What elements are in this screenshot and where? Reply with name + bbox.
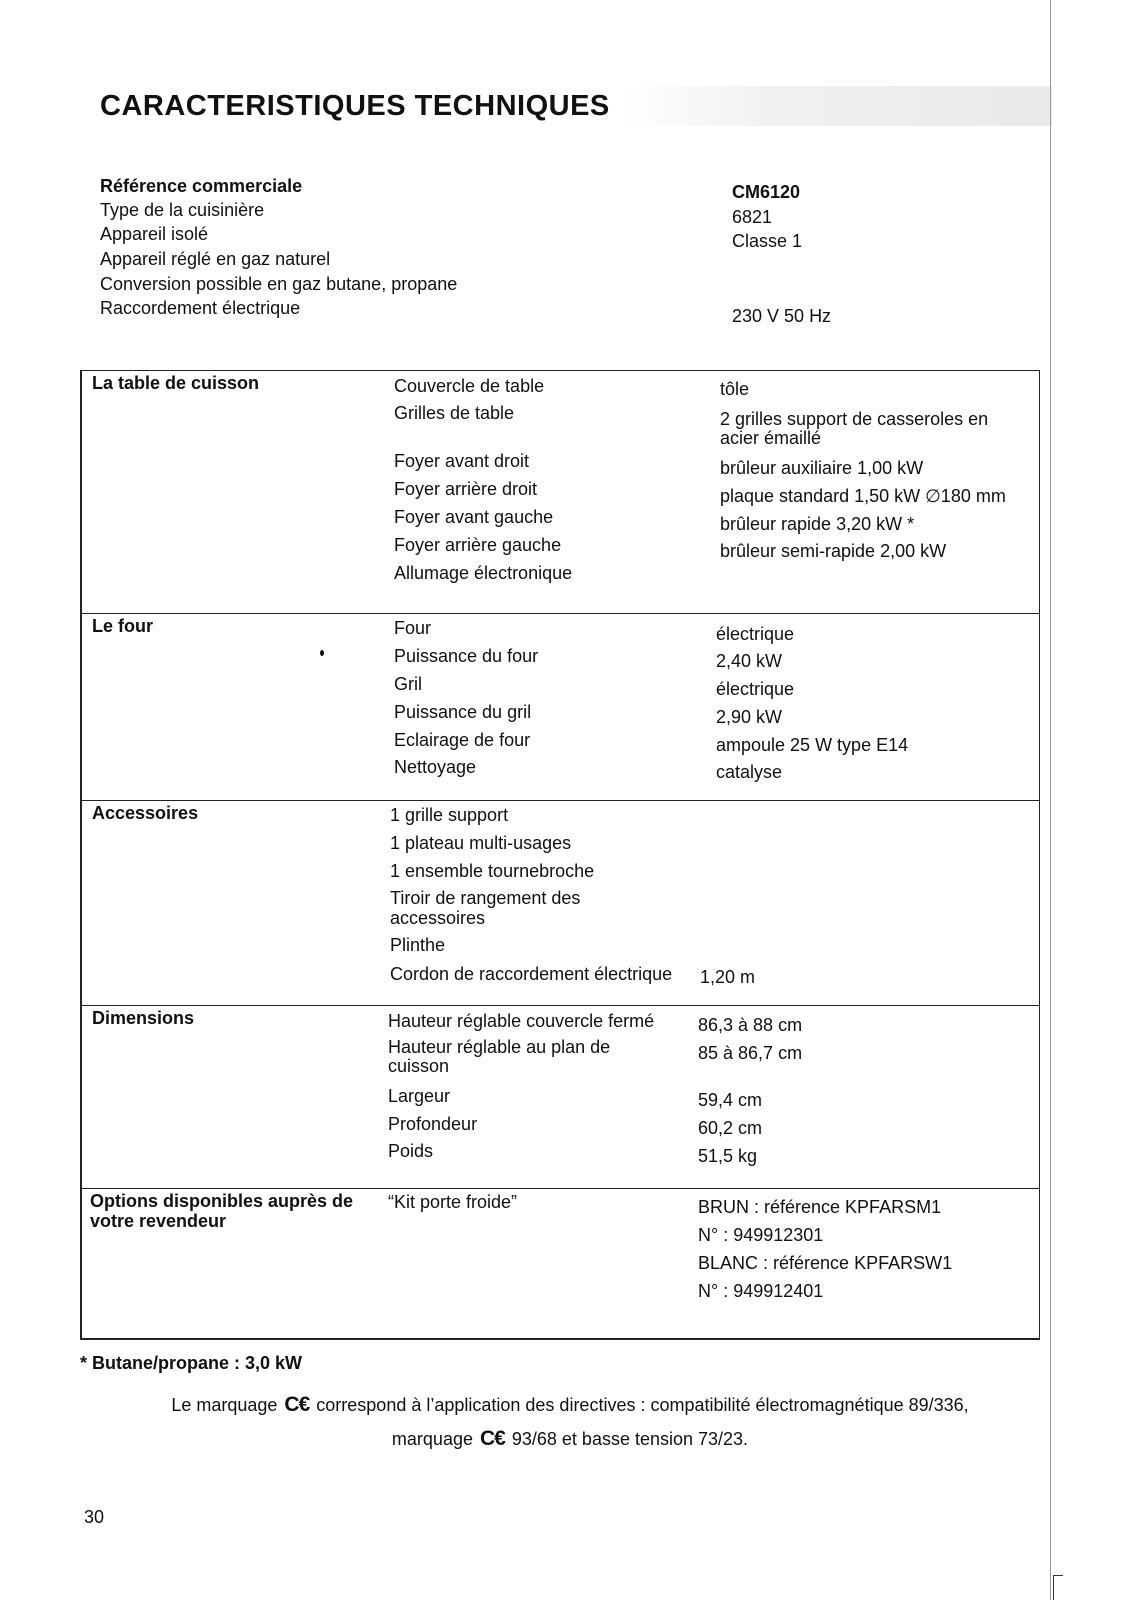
spec-value: N° : 949912401	[698, 1281, 824, 1301]
section-title: Options disponibles auprès de votre revendeur	[90, 1191, 354, 1231]
spec-value: brûleur auxiliaire 1,00 kW	[720, 458, 924, 478]
spec-item: 1 grille support	[390, 805, 509, 825]
spec-value: 59,4 cm	[698, 1090, 763, 1110]
spec-item: Foyer avant gauche	[394, 507, 554, 527]
spec-item: Profondeur	[388, 1114, 478, 1134]
crop-mark	[1053, 1575, 1063, 1576]
spec-item: Foyer avant droit	[394, 451, 530, 471]
spec-value: 1,20 m	[700, 967, 756, 987]
section-options	[82, 1188, 1039, 1338]
section-accessories	[82, 800, 1039, 1005]
spec-item: “Kit porte froide”	[388, 1192, 518, 1212]
spec-value: ampoule 25 W type E14	[716, 735, 909, 755]
spec-item: Poids	[388, 1141, 434, 1161]
spec-value: 51,5 kg	[698, 1146, 758, 1166]
spec-value: brûleur rapide 3,20 kW *	[720, 514, 915, 534]
spec-value: BRUN : référence KPFARSM1	[698, 1197, 942, 1217]
spec-value: électrique	[716, 679, 795, 699]
spec-value: 2,90 kW	[716, 707, 783, 727]
ref-label: Référence commerciale	[100, 176, 303, 196]
spec-value: tôle	[720, 379, 750, 399]
ce-notice	[130, 1388, 1010, 1456]
ref-label: Raccordement électrique	[100, 298, 301, 318]
spec-item: Nettoyage	[394, 757, 477, 777]
section-oven	[82, 613, 1039, 800]
spec-item: 1 plateau multi-usages	[390, 833, 572, 853]
spec-item: Four	[394, 618, 432, 638]
ce-text-part: marquage	[391, 1429, 473, 1449]
spec-item: Allumage électronique	[394, 563, 573, 583]
spec-item: Puissance du gril	[394, 702, 532, 722]
ce-text-part: Le marquage	[171, 1395, 278, 1415]
spec-item: Grilles de table	[394, 403, 515, 423]
spec-item: Gril	[394, 674, 422, 694]
spec-item: Hauteur réglable couvercle fermé	[388, 1011, 655, 1031]
ref-label: Type de la cuisinière	[100, 200, 265, 220]
spec-item: Hauteur réglable au plan de cuisson	[388, 1037, 611, 1076]
ref-value: CM6120	[732, 182, 801, 202]
spec-value: 86,3 à 88 cm	[698, 1015, 803, 1035]
spec-value: 2,40 kW	[716, 651, 783, 671]
spec-item: Plinthe	[390, 935, 446, 955]
spec-value: plaque standard 1,50 kW ∅180 mm	[720, 486, 1006, 506]
crop-mark	[1053, 1575, 1054, 1600]
ref-label: Appareil isolé	[100, 224, 209, 244]
spec-value: brûleur semi-rapide 2,00 kW	[720, 541, 947, 561]
section-title: Accessoires	[92, 803, 199, 823]
ref-value: Classe 1	[732, 231, 803, 251]
spec-value: 60,2 cm	[698, 1118, 763, 1138]
spec-value: électrique	[716, 624, 795, 644]
spec-value: catalyse	[716, 762, 783, 782]
scan-speck	[320, 650, 324, 656]
specs-table	[80, 370, 1040, 1340]
spec-value: 2 grilles support de casseroles en acier émaillé	[720, 409, 989, 448]
spec-item: Tiroir de rangement des accessoires	[390, 888, 581, 928]
spec-item: 1 ensemble tournebroche	[390, 861, 595, 881]
page-title: CARACTERISTIQUES TECHNIQUES	[98, 86, 1052, 126]
spec-item: Largeur	[388, 1086, 451, 1106]
section-title: Dimensions	[92, 1008, 195, 1028]
ce-text-part: correspond à l’application des directives : compatibilité électromagnétique 89/336,	[316, 1395, 969, 1415]
ref-value: 230 V 50 Hz	[732, 306, 832, 326]
spec-item: Foyer arrière droit	[394, 479, 538, 499]
spec-value: BLANC : référence KPFARSW1	[698, 1253, 953, 1273]
ref-value: 6821	[732, 207, 773, 227]
spec-item: Couvercle de table	[394, 376, 545, 396]
footnote: * Butane/propane : 3,0 kW	[80, 1353, 303, 1373]
ce-text-part: 93/68 et basse tension 73/23.	[511, 1429, 749, 1449]
spec-item: Puissance du four	[394, 646, 539, 666]
ce-mark-icon: C€	[480, 1427, 505, 1450]
ref-label: Conversion possible en gaz butane, propane	[100, 274, 458, 294]
scan-edge-line	[1050, 0, 1051, 1600]
spec-value: N° : 949912301	[698, 1225, 824, 1245]
page-number: 30	[84, 1507, 105, 1527]
spec-item: Foyer arrière gauche	[394, 535, 562, 555]
spec-item: Eclairage de four	[394, 730, 531, 750]
ref-label: Appareil réglé en gaz naturel	[100, 249, 331, 269]
spec-item: Cordon de raccordement électrique	[390, 964, 673, 984]
spec-value: 85 à 86,7 cm	[698, 1043, 803, 1063]
section-title: Le four	[92, 616, 153, 636]
section-title: La table de cuisson	[92, 373, 260, 393]
section-cooktop	[82, 370, 1039, 613]
ce-mark-icon: C€	[284, 1393, 310, 1416]
section-dimensions	[82, 1005, 1039, 1188]
